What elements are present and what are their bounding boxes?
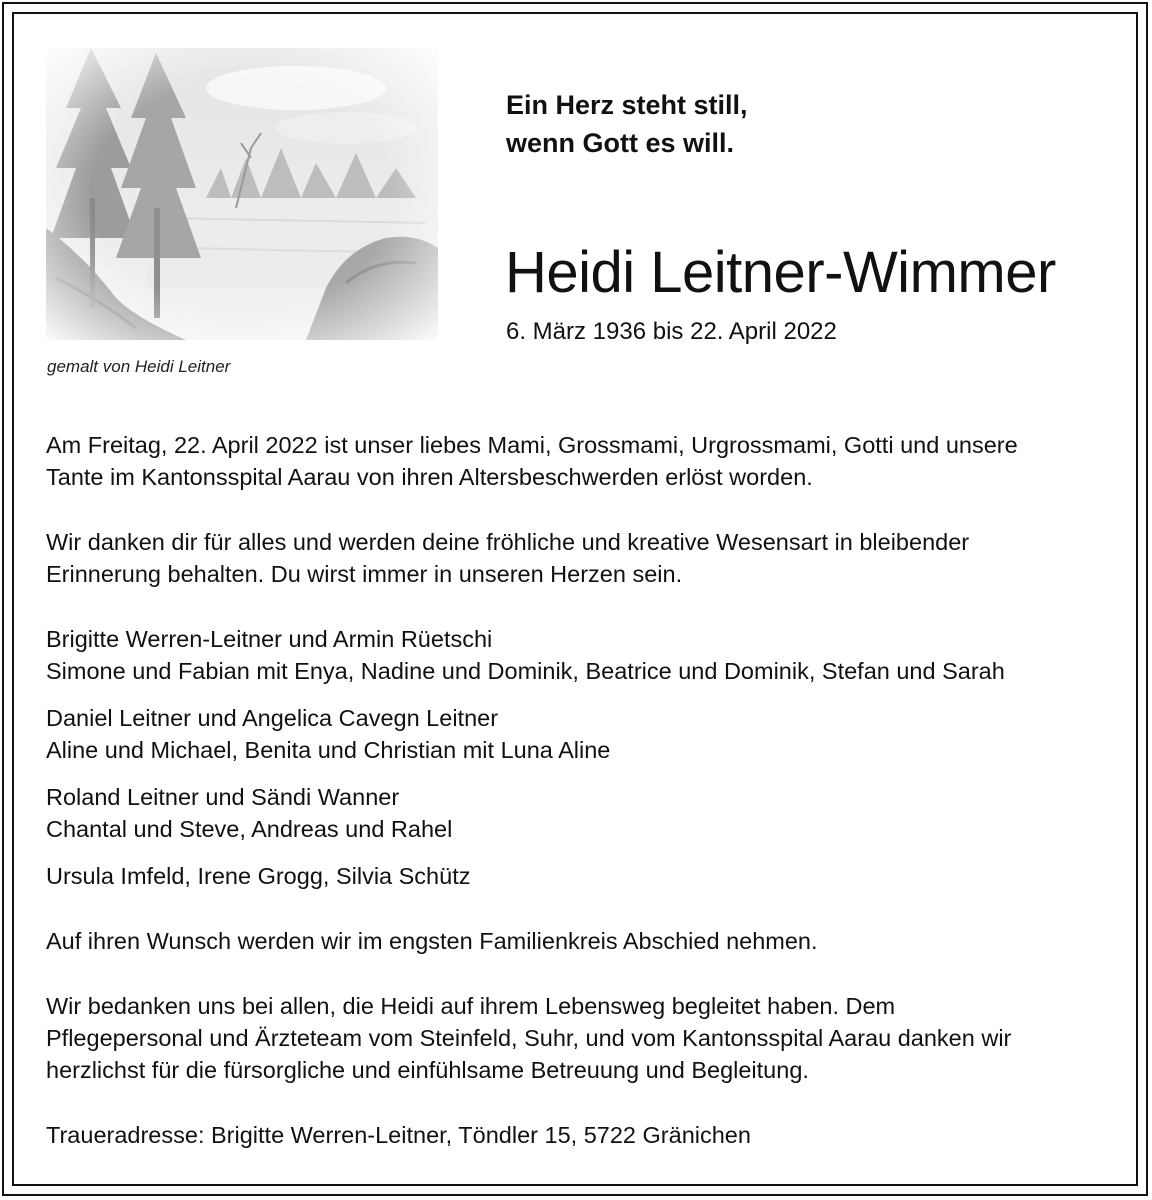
mourning-address: Traueradresse: Brigitte Werren-Leitner, Töndler 15, 5722 Gränichen — [46, 1122, 751, 1148]
family-3-line-2: Chantal und Steve, Andreas und Rahel — [46, 816, 453, 842]
obituary-body — [46, 429, 1116, 1151]
quote — [506, 86, 748, 162]
announcement-line-2: Tante im Kantonsspital Aarau von ihren Altersbeschwerden erlöst worden. — [46, 464, 813, 490]
painting-caption: gemalt von Heidi Leitner — [47, 357, 231, 376]
family-3-line-1: Roland Leitner und Sändi Wanner — [46, 784, 400, 810]
announcement-line-1: Am Freitag, 22. April 2022 ist unser liebes Mami, Grossmami, Urgrossmami, Gotti und unsere — [46, 432, 1018, 458]
life-dates: 6. März 1936 bis 22. April 2022 — [506, 318, 837, 345]
deceased-name: Heidi Leitner-Wimmer — [505, 240, 1056, 305]
family-2-line-1: Daniel Leitner und Angelica Cavegn Leitner — [46, 705, 499, 731]
gratitude-line-3: herzlichst für die fürsorgliche und einfühlsame Betreuung und Begleitung. — [46, 1057, 809, 1083]
thanks-line-1: Wir danken dir für alles und werden deine fröhliche und kreative Wesensart in bleibender — [46, 529, 970, 555]
quote-line-1: Ein Herz steht still, — [506, 90, 748, 120]
farewell-text: Auf ihren Wunsch werden wir im engsten Familienkreis Abschied nehmen. — [46, 928, 818, 954]
family-1-line-2: Simone und Fabian mit Enya, Nadine und Dominik, Beatrice und Dominik, Stefan und Sarah — [46, 658, 1005, 684]
quote-line-2: wenn Gott es will. — [506, 128, 735, 158]
family-2-line-2: Aline und Michael, Benita und Christian mit Luna Aline — [46, 737, 611, 763]
thanks-line-2: Erinnerung behalten. Du wirst immer in unseren Herzen sein. — [46, 561, 683, 587]
landscape-painting — [46, 48, 438, 340]
gratitude-line-1: Wir bedanken uns bei allen, die Heidi auf ihrem Lebensweg begleitet haben. Dem — [46, 993, 896, 1019]
family-1-line-1: Brigitte Werren-Leitner und Armin Rüetschi — [46, 626, 493, 652]
gratitude-line-2: Pflegepersonal und Ärzteteam vom Steinfeld, Suhr, und vom Kantonsspital Aarau danken wir — [46, 1025, 1012, 1051]
family-4-line-1: Ursula Imfeld, Irene Grogg, Silvia Schütz — [46, 863, 471, 889]
